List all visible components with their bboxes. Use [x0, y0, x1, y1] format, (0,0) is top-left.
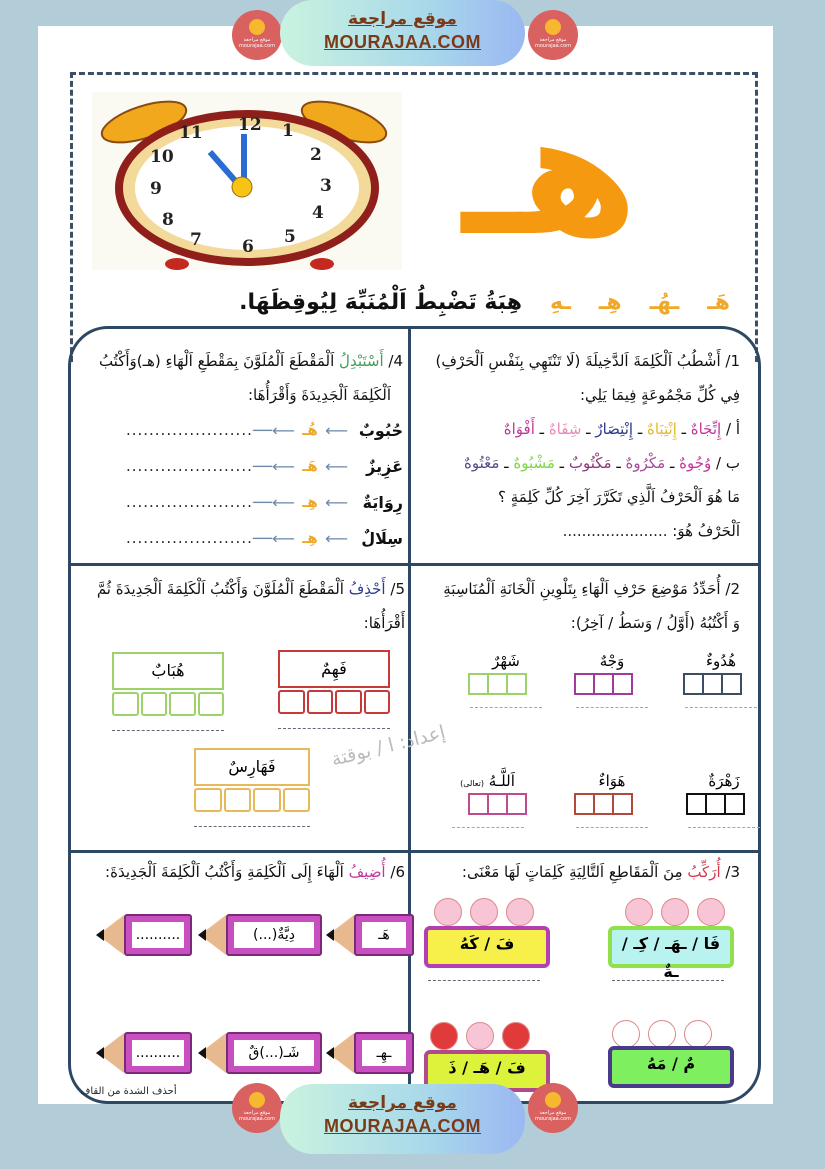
- site-name-en: MOURAJAA.COM: [324, 1116, 481, 1136]
- answer-blank[interactable]: ......................: [125, 493, 253, 511]
- answer-line[interactable]: [112, 730, 224, 731]
- pencil-box: [98, 915, 192, 955]
- exercise-5: 5/ أَحْذِفُ اَلْمَقْطَعَ اَلْمُلَوَّنَ وَأَكْتُبُ اَلْكَلِمَةَ اَلْجَدِيدَةَ ثُمَّ أَقْرَأُهَا:: [96, 580, 405, 632]
- pencil-box: ـهِـ: [328, 1033, 414, 1073]
- answer-line[interactable]: [428, 980, 540, 981]
- site-banner-bottom[interactable]: [280, 1084, 525, 1154]
- svg-text:4: 4: [312, 203, 324, 223]
- grid-divider-row2: [68, 850, 761, 853]
- word-option[interactable]: إِنْتِبَاهٌ: [646, 420, 677, 438]
- site-name-ar: موقع مراجعة: [348, 9, 457, 29]
- svg-text:7: 7: [190, 230, 202, 250]
- word-option[interactable]: مَكْتُوبٌ: [568, 454, 612, 472]
- arrow-left-icon: ⟵──: [252, 420, 296, 440]
- answer-line[interactable]: [685, 707, 757, 708]
- syllable-sign: فَ / كَهُ: [424, 926, 550, 968]
- arrow-left-icon: ⟵: [325, 492, 348, 512]
- q4-row: سِلَالٌ ⟵ هِـ ⟵── ......................: [125, 528, 403, 548]
- answer-line[interactable]: [194, 826, 310, 827]
- arrow-left-icon: ⟵: [325, 528, 348, 548]
- answer-line[interactable]: [278, 728, 390, 729]
- answer-blank[interactable]: ......................: [125, 529, 253, 547]
- letter-form: هِـ: [598, 289, 622, 315]
- q5-word-box: هُبَابٌ: [112, 652, 224, 731]
- q5-word-box: فَهَارِسٌ: [194, 748, 310, 827]
- svg-text:1: 1: [282, 121, 294, 141]
- svg-text:10: 10: [150, 147, 174, 167]
- intro-sentence: هِبَةُ تَضْبِطُ اَلْمُنَبِّهَ لِيُوقِظَهَا.: [239, 289, 522, 315]
- logo-icon: [545, 1092, 561, 1108]
- answer-line[interactable]: [576, 827, 648, 828]
- kitty-decoration-icon: [625, 898, 725, 926]
- q4-row: حُبُوبٌ ⟵ هُـ ⟵── ......................: [125, 420, 403, 440]
- pencil-tip-icon: [98, 1033, 124, 1073]
- exercise-6: 6/ أُضِيفُ اَلْهَاءَ إِلَى اَلْكَلِمَةِ وَأَكْتُبُ اَلْكَلِمَةَ اَلْجَدِيدَةَ:: [105, 863, 405, 881]
- answer-line[interactable]: [576, 707, 648, 708]
- q1-group-b: ب / وُجُوهٌ ـ مَكْرُوهٌ ـ مَكْتُوبٌ ـ مَشْبُوهٌ ـ مَعْتُوهٌ: [464, 454, 740, 472]
- pencil-tip-icon: [328, 915, 354, 955]
- arrow-left-icon: ⟵──: [252, 492, 296, 512]
- logo-icon: [249, 19, 265, 35]
- logo-icon: [249, 1092, 265, 1108]
- svg-text:6: 6: [242, 237, 254, 257]
- answer-line[interactable]: [688, 827, 760, 828]
- site-logo-badge-left[interactable]: موقع مراجعة mourajaa.com: [232, 1083, 282, 1133]
- svg-text:9: 9: [150, 179, 162, 199]
- q5-word-box: فَهِمٌ: [278, 650, 390, 729]
- alarm-clock-image: [92, 92, 402, 270]
- letter-form: ـهُـ: [649, 289, 680, 315]
- word-option[interactable]: إِنْتِصَارٌ: [595, 420, 634, 438]
- logo-icon: [545, 19, 561, 35]
- svg-text:2: 2: [310, 145, 322, 165]
- svg-text:11: 11: [179, 123, 203, 143]
- answer-blank[interactable]: ..........: [132, 1040, 184, 1066]
- author-watermark: إعداد: ا / بوقتة: [329, 721, 448, 771]
- answer-blank[interactable]: ......................: [125, 457, 253, 475]
- exercise-4: 4/ أَسْتَبْدِلُ اَلْمَقْطَعَ اَلْمُلَوَّنَ بِمَقْطَعِ اَلْهَاءِ (هـ)وَأَكْتُبُ اَلْكَلِمَةَ اَلْجَدِيدَةَ وَأَقْرَأُهَا: حُبُوبٌ ⟵ هُـ ⟵── ...................... عَزِيزٌ ⟵ هَـ ⟵── ...................... رِوَايَةٌ ⟵ هِـ ⟵── ...................... سِلَالٌ ⟵ هِـ ⟵── ......................: [85, 344, 403, 556]
- word-option[interactable]: أَفْوَاهٌ: [503, 420, 535, 438]
- letter-form: ـهِ: [550, 289, 571, 315]
- grid-divider-vertical: [408, 326, 411, 1104]
- alarm-clock-icon: [92, 92, 402, 270]
- pencil-box: هَـ: [328, 915, 414, 955]
- pencil-box: شَـ(...)قٌ: [200, 1033, 322, 1073]
- arrow-left-icon: ⟵──: [252, 528, 296, 548]
- site-logo-badge-right[interactable]: موقع مراجعة mourajaa.com: [528, 10, 578, 60]
- word-option[interactable]: مَعْتُوهٌ: [464, 454, 500, 472]
- svg-text:3: 3: [320, 176, 332, 196]
- word-option[interactable]: مَكْرُوهٌ: [625, 454, 666, 472]
- exercise-2: 2/ أُحَدِّدُ مَوْضِعَ حَرْفِ اَلْهَاءِ بِتَلْوِينِ اَلْخَانَةِ اَلْمُنَاسِبَةِ وَ أَكْتُبُهُ (أَوَّلُ / وَسَطُ / آخِرُ):: [443, 580, 740, 632]
- arrow-left-icon: ⟵: [325, 420, 348, 440]
- q4-row: عَزِيزٌ ⟵ هَـ ⟵── ......................: [125, 456, 403, 476]
- arrow-left-icon: ⟵──: [252, 456, 296, 476]
- word-option[interactable]: شِفَاهٌ: [548, 420, 582, 438]
- q2-word-box: شَهْرٌ: [470, 652, 542, 708]
- word-option[interactable]: وُجُوهٌ: [679, 454, 712, 472]
- answer-line[interactable]: [470, 707, 542, 708]
- q6-footnote: أحذف الشدة من القاف: [80, 1086, 177, 1097]
- arrow-left-icon: ⟵: [325, 456, 348, 476]
- q1-title: أَشْطُبُ اَلْكَلِمَةَ اَلدَّخِيلَةَ (لَا تَنْتَهِي بِنَفْسِ اَلْحَرْفِ): [435, 352, 721, 370]
- site-logo-badge-right[interactable]: موقع مراجعة mourajaa.com: [528, 1083, 578, 1133]
- pencil-tip-icon: [98, 915, 124, 955]
- exercise-1: 1/ أَشْطُبُ اَلْكَلِمَةَ اَلدَّخِيلَةَ (لَا تَنْتَهِي بِنَفْسِ اَلْحَرْفِ) فِي كُلِّ مَجْمُوعَةٍ فِيمَا يَلِي: أ / إِتِّجَاهٌ ـ إِنْتِبَاهٌ ـ إِنْتِصَارٌ ـ شِفَاهٌ ـ أَفْوَاهٌ ب / وُجُوهٌ ـ مَكْرُوهٌ ـ مَكْتُوبٌ ـ مَشْبُوهٌ ـ مَعْتُوهٌ مَا هُوَ اَلْحَرْفُ اَلَّذِي تَكَرَّرَ آخِرَ كُلِّ كَلِمَةٍ ؟ اَلْحَرْفُ هُوَ: ......................: [418, 344, 740, 548]
- q1-group-a: أ / إِتِّجَاهٌ ـ إِنْتِبَاهٌ ـ إِنْتِصَارٌ ـ شِفَاهٌ ـ أَفْوَاهٌ: [503, 420, 740, 438]
- q2-word-box: هَوَاءٌ: [576, 772, 648, 828]
- syllable-sign: فَ / هَـ / ذَ: [424, 1050, 550, 1092]
- answer-line[interactable]: [612, 980, 724, 981]
- syllable-sign: مٌ / مَهُ: [608, 1046, 734, 1088]
- letter-form: هَـ: [707, 289, 730, 315]
- q1-line2: فِي كُلِّ مَجْمُوعَةٍ فِيمَا يَلِي:: [579, 386, 740, 404]
- syllable-sign: فَا / ـهَـ / كِـ / ـةٌ: [608, 926, 734, 968]
- pencil-box: [98, 1033, 192, 1073]
- site-logo-badge-left[interactable]: موقع مراجعة mourajaa.com: [232, 10, 282, 60]
- q1-question: مَا هُوَ اَلْحَرْفُ اَلَّذِي تَكَرَّرَ آخِرَ كُلِّ كَلِمَةٍ ؟: [498, 488, 740, 506]
- q1-answer: اَلْحَرْفُ هُوَ: ......................: [562, 522, 740, 540]
- big-letter-ha: هـ: [462, 76, 638, 274]
- kitty-decoration-icon: [434, 898, 534, 926]
- word-option[interactable]: إِتِّجَاهٌ: [690, 420, 722, 438]
- site-banner-top[interactable]: [280, 0, 525, 66]
- grid-divider-row1: [68, 563, 761, 566]
- answer-blank[interactable]: ......................: [562, 522, 668, 540]
- site-name-en: MOURAJAA.COM: [324, 32, 481, 52]
- pencil-tip-icon: [328, 1033, 354, 1073]
- letter-forms-row: [90, 282, 730, 322]
- svg-text:12: 12: [238, 115, 262, 135]
- answer-blank[interactable]: ..........: [132, 922, 184, 948]
- svg-text:8: 8: [162, 210, 174, 230]
- word-option[interactable]: مَشْبُوهٌ: [513, 454, 555, 472]
- answer-line[interactable]: [452, 827, 524, 828]
- q2-word-box: وَجْهٌ: [576, 652, 648, 708]
- pencil-tip-icon: [200, 1033, 226, 1073]
- q2-word-box: هُدُوءٌ: [685, 652, 757, 708]
- kitty-decoration-icon: [430, 1022, 530, 1050]
- answer-blank[interactable]: ......................: [125, 421, 253, 439]
- pencil-box: (...)دِيَّةٌ: [200, 915, 322, 955]
- q2-word-box: زَهْرَةٌ: [688, 772, 760, 828]
- kitty-decoration-icon: [612, 1020, 712, 1048]
- pencil-tip-icon: [200, 915, 226, 955]
- exercise-3: 3/ أُرَكِّبُ مِنَ اَلْمَقَاطِعِ اَلتَّالِيَةِ كَلِمَاتٍ لَهَا مَعْنَى:: [461, 863, 740, 881]
- svg-text:5: 5: [284, 227, 296, 247]
- q2-word-box: اَللَّـهُ (تعالى): [448, 772, 527, 828]
- q4-row: رِوَايَةٌ ⟵ هِـ ⟵── ......................: [125, 492, 403, 512]
- site-name-ar: موقع مراجعة: [348, 1093, 457, 1113]
